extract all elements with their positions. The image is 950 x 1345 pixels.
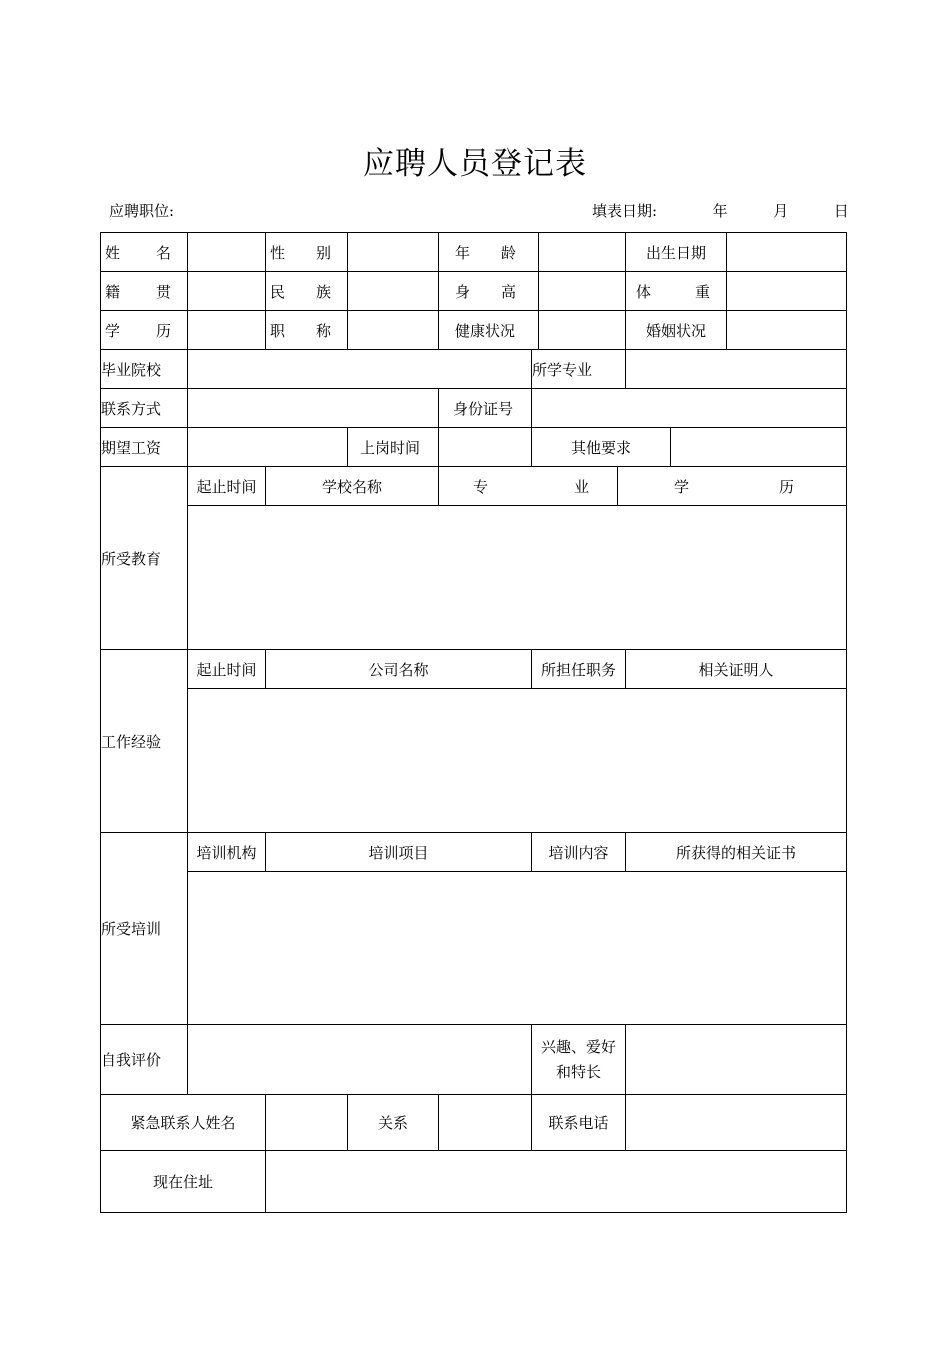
start-time-field[interactable]	[439, 428, 532, 467]
id-label: 身份证号	[439, 389, 532, 428]
age-label: 年 龄	[439, 233, 539, 272]
edu-major-header: 专 业	[439, 467, 618, 506]
form-title: 应聘人员登记表	[363, 146, 587, 182]
title-rank-label: 职 称	[266, 311, 348, 350]
weight-label: 体 重	[626, 272, 727, 311]
age-field[interactable]	[539, 233, 626, 272]
address-field[interactable]	[266, 1151, 847, 1213]
row-basic-3	[101, 311, 847, 350]
ethnic-label: 民 族	[266, 272, 348, 311]
contact-field[interactable]	[188, 389, 439, 428]
self-eval-label: 自我评价	[101, 1025, 188, 1095]
other-field[interactable]	[671, 428, 847, 467]
registration-form	[100, 232, 847, 1213]
education-field[interactable]	[188, 311, 266, 350]
name-field[interactable]	[188, 233, 266, 272]
training-header-row	[101, 833, 847, 872]
work-period-header: 起止时间	[188, 650, 266, 689]
id-field[interactable]	[532, 389, 847, 428]
edu-entries-field[interactable]	[188, 506, 847, 650]
position-label: 应聘职位:	[109, 202, 175, 220]
row-basic-1	[101, 233, 847, 272]
name-label: 姓 名	[101, 233, 188, 272]
emergency-name-label: 紧急联系人姓名	[101, 1095, 266, 1151]
edu-header-row	[101, 467, 847, 506]
start-time-label: 上岗时间	[348, 428, 439, 467]
gender-label: 性 别	[266, 233, 348, 272]
title-rank-field[interactable]	[348, 311, 439, 350]
training-cert-header: 所获得的相关证书	[626, 833, 847, 872]
salary-field[interactable]	[188, 428, 348, 467]
training-content-header: 培训内容	[532, 833, 626, 872]
row-contact	[101, 389, 847, 428]
edu-school-header: 学校名称	[266, 467, 439, 506]
health-field[interactable]	[539, 311, 626, 350]
address-label: 现在住址	[101, 1151, 266, 1213]
hobby-label-line2: 和特长	[555, 1062, 601, 1081]
health-label: 健康状况	[439, 311, 539, 350]
work-reference-header: 相关证明人	[626, 650, 847, 689]
address-row	[101, 1151, 847, 1213]
contact-label: 联系方式	[101, 389, 188, 428]
marital-label: 婚姻状况	[626, 311, 727, 350]
work-header-row	[101, 650, 847, 689]
birth-field[interactable]	[727, 233, 847, 272]
emergency-row	[101, 1095, 847, 1151]
weight-field[interactable]	[727, 272, 847, 311]
training-entries-field[interactable]	[188, 872, 847, 1025]
edu-period-header: 起止时间	[188, 467, 266, 506]
origin-field[interactable]	[188, 272, 266, 311]
birth-label: 出生日期	[626, 233, 727, 272]
height-field[interactable]	[539, 272, 626, 311]
other-label: 其他要求	[532, 428, 671, 467]
hobby-label	[532, 1025, 626, 1095]
emergency-name-field[interactable]	[266, 1095, 348, 1151]
date-year: 年	[712, 202, 728, 220]
marital-field[interactable]	[727, 311, 847, 350]
education-label: 学 历	[101, 311, 188, 350]
hobby-field[interactable]	[626, 1025, 847, 1095]
school-label: 毕业院校	[101, 350, 188, 389]
training-body-row	[101, 872, 847, 1025]
date-label: 填表日期:	[592, 202, 658, 220]
self-eval-row	[101, 1025, 847, 1095]
edu-body-row	[101, 506, 847, 650]
gender-field[interactable]	[348, 233, 439, 272]
salary-label: 期望工资	[101, 428, 188, 467]
height-label: 身 高	[439, 272, 539, 311]
date-month: 月	[773, 202, 789, 220]
training-org-header: 培训机构	[188, 833, 266, 872]
row-salary	[101, 428, 847, 467]
relation-label: 关系	[348, 1095, 439, 1151]
date-day: 日	[833, 202, 849, 220]
self-eval-field[interactable]	[188, 1025, 532, 1095]
edu-label: 所受教育	[101, 467, 188, 650]
hobby-label-line1: 兴趣、爱好	[540, 1037, 616, 1056]
row-basic-2	[101, 272, 847, 311]
row-school	[101, 350, 847, 389]
work-company-header: 公司名称	[266, 650, 532, 689]
training-label: 所受培训	[101, 833, 188, 1025]
ethnic-field[interactable]	[348, 272, 439, 311]
work-entries-field[interactable]	[188, 689, 847, 833]
phone-field[interactable]	[626, 1095, 847, 1151]
work-body-row	[101, 689, 847, 833]
work-role-header: 所担任职务	[532, 650, 626, 689]
relation-field[interactable]	[439, 1095, 532, 1151]
major-label: 所学专业	[532, 350, 626, 389]
phone-label: 联系电话	[532, 1095, 626, 1151]
origin-label: 籍 贯	[101, 272, 188, 311]
edu-degree-header: 学 历	[618, 467, 847, 506]
training-item-header: 培训项目	[266, 833, 532, 872]
work-label: 工作经验	[101, 650, 188, 833]
school-field[interactable]	[188, 350, 532, 389]
fill-date	[592, 200, 849, 221]
major-field[interactable]	[626, 350, 847, 389]
